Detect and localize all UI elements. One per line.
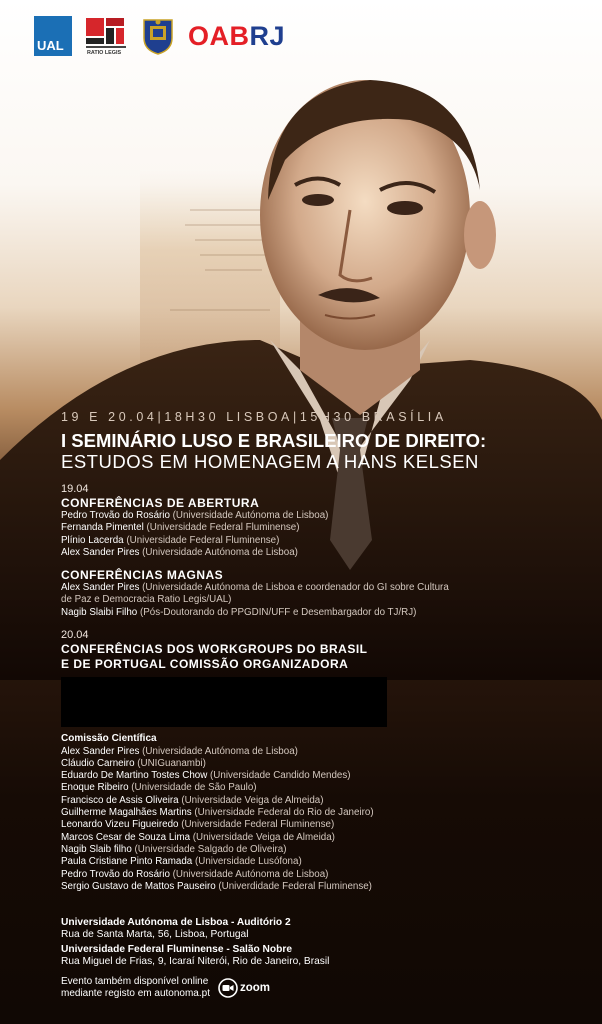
workgroups-title-line2: E DE PORTUGAL COMISSÃO ORGANIZADORA <box>61 657 349 672</box>
list-item: Alex Sander Pires (Universidade Autónoma de Lisboa e coordenador do GI sobre Cultura <box>61 582 449 594</box>
ual-logo-text: UAL <box>37 38 64 53</box>
venues <box>61 917 581 968</box>
zoom-camera-icon <box>218 978 238 998</box>
event-subtitle: ESTUDOS EM HOMENAGEM A HANS KELSEN <box>61 451 479 472</box>
redacted-block <box>61 677 387 727</box>
list-item: Pedro Trovão do Rosário (Universidade Autónoma de Lisboa) <box>61 510 329 521</box>
event-dateline: 19 E 20.04|18H30 LISBOA|15H30 BRASÍLIA <box>61 410 447 424</box>
workgroups-title-line1: CONFERÊNCIAS DOS WORKGROUPS DO BRASIL <box>61 642 368 657</box>
commission-title: Comissão Científica <box>61 733 157 745</box>
ratio-legis-text: RATIO LEGIS <box>87 50 122 56</box>
list-item: Nagib Slaibi Filho (Pós-Doutorando do PPGDIN/UFF e Desembargador do TJ/RJ) <box>61 606 417 618</box>
list-item: Francisco de Assis Oliveira (Universidade Veiga de Almeida) <box>61 794 324 806</box>
list-item: Guilherme Magalhães Martins (Universidade Federal do Rio de Janeiro) <box>61 807 374 819</box>
list-item: Alex Sander Pires (Universidade Autónoma de Lisboa) <box>61 546 298 558</box>
online-line1: Evento também disponível online <box>61 976 209 988</box>
list-item: Pedro Trovão do Rosário (Universidade Autónoma de Lisboa) <box>61 868 329 880</box>
venue-name: Universidade Federal Fluminense - Salão Nobre <box>61 944 292 956</box>
venue-address: Rua Miguel de Frias, 9, Icaraí Niterói, Rio de Janeiro, Brasil <box>61 956 330 968</box>
venue-name: Universidade Autónoma de Lisboa - Auditório 2 <box>61 917 291 929</box>
venue-address: Rua de Santa Marta, 56, Lisboa, Portugal <box>61 929 249 941</box>
rj-logo-text: RJ <box>249 20 286 51</box>
list-item: Plínio Lacerda (Universidade Federal Fluminense) <box>61 534 280 546</box>
online-info <box>61 976 581 999</box>
opening-speakers-list <box>61 510 581 559</box>
commission-list <box>61 746 581 894</box>
list-item: Cláudio Carneiro (UNIGuanambi) <box>61 757 206 769</box>
day1-date: 19.04 <box>61 483 89 495</box>
list-item: Marcos Cesar de Souza Lima (Universidade Veiga de Almeida) <box>61 831 335 843</box>
list-item: Sergio Gustavo de Mattos Pauseiro (Univerdidade Federal Fluminense) <box>61 880 372 892</box>
list-item: Alex Sander Pires (Universidade Autónoma de Lisboa) <box>61 745 298 757</box>
event-title: I SEMINÁRIO LUSO E BRASILEIRO DE DIREITO: <box>61 430 487 451</box>
list-item: Fernanda Pimentel (Universidade Federal Fluminense) <box>61 522 300 534</box>
zoom-label: zoom <box>239 981 271 994</box>
list-item: Eduardo De Martino Tostes Chow (Universidade Candido Mendes) <box>61 770 351 782</box>
list-item: Enoque Ribeiro (Universidade de São Paulo) <box>61 782 257 794</box>
list-item: Leonardo Vizeu Figueiredo (Universidade Federal Fluminense) <box>61 819 335 831</box>
zoom-badge <box>218 978 270 998</box>
magnas-section-title: CONFERÊNCIAS MAGNAS <box>61 568 224 583</box>
list-item: de Paz e Democracia Ratio Legis/UAL) <box>61 594 232 606</box>
opening-section-title: CONFERÊNCIAS DE ABERTURA <box>61 496 260 510</box>
online-line2: mediante registo em autonoma.pt <box>61 987 210 999</box>
magnas-speakers-list <box>61 582 581 619</box>
list-item: Paula Cristiane Pinto Ramada (Universidade Lusófona) <box>61 856 302 868</box>
event-details <box>61 410 581 999</box>
list-item: Nagib Slaib filho (Universidade Salgado de Oliveira) <box>61 843 287 855</box>
day2-date: 20.04 <box>61 629 89 642</box>
oab-logo-text: OAB <box>188 20 250 51</box>
